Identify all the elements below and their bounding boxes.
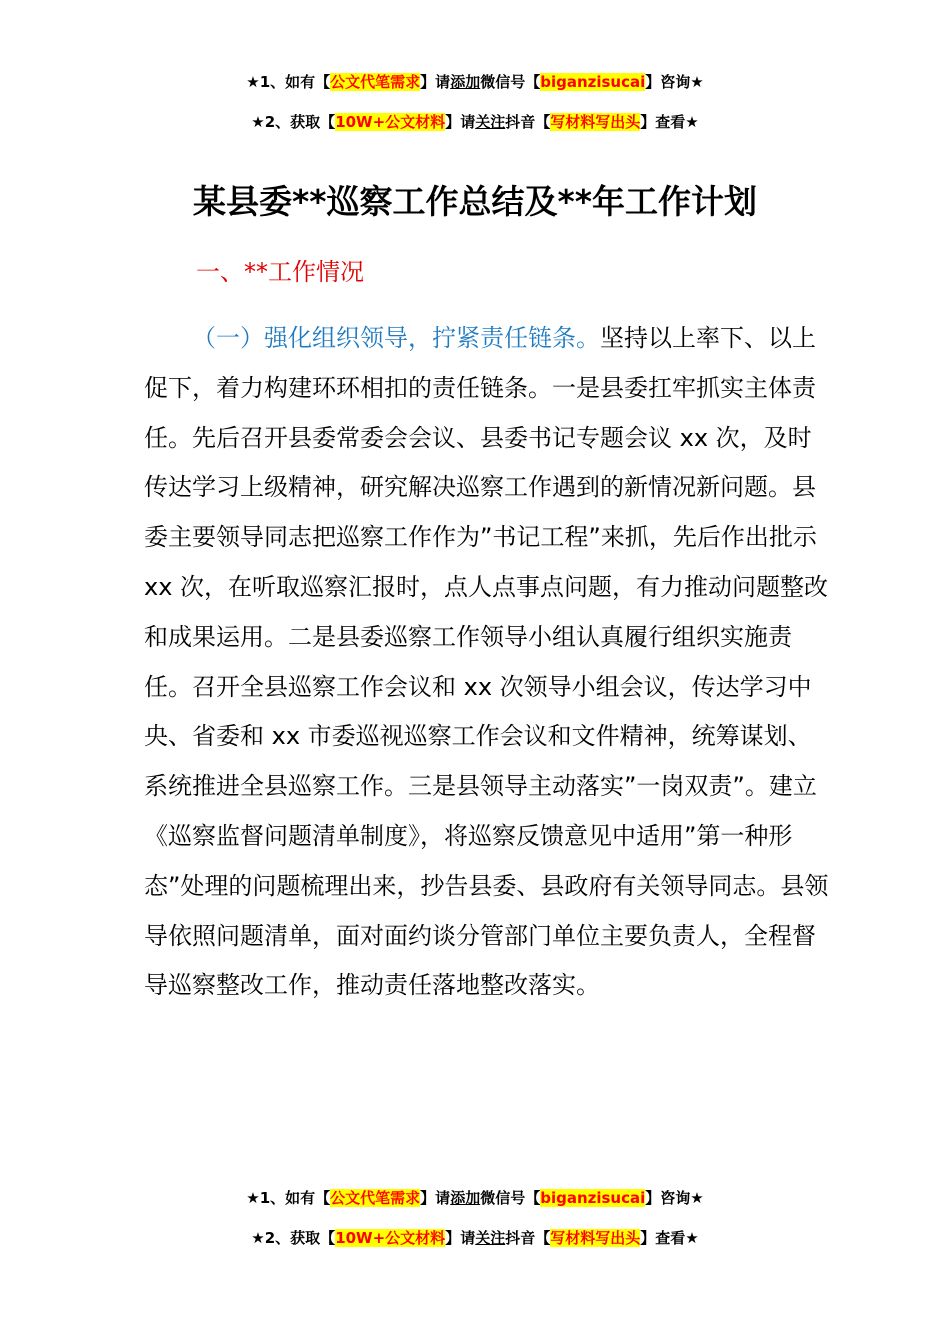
highlight-douyin: 写材料写出头 xyxy=(550,113,641,131)
banner-line-2 xyxy=(0,110,950,134)
sub-heading: （一）强化组织领导，拧紧责任链条。 xyxy=(192,324,600,352)
body-paragraph xyxy=(144,314,834,1011)
banner-text: 】咨询★ xyxy=(645,73,704,91)
section-heading: 一、**工作情况 xyxy=(196,258,364,286)
banner-text: ★1、如有【 xyxy=(246,73,331,91)
banner-emphasis: 添加 xyxy=(450,1189,481,1207)
banner-text: 抖音【 xyxy=(505,1229,551,1247)
banner-text: ★2、获取【 xyxy=(251,1229,336,1247)
banner-text: 】查看★ xyxy=(640,1229,699,1247)
banner-emphasis: 添加 xyxy=(450,73,481,91)
banner-emphasis: 关注 xyxy=(475,1229,506,1247)
highlight-materials: 10W+公文材料 xyxy=(335,113,446,131)
highlight-service: 公文代笔需求 xyxy=(330,73,421,91)
highlight-service: 公文代笔需求 xyxy=(330,1189,421,1207)
banner-text: ★2、获取【 xyxy=(251,113,336,131)
header-banner xyxy=(0,70,950,134)
banner-emphasis: 关注 xyxy=(475,113,506,131)
banner-text: 】请 xyxy=(420,1189,451,1207)
banner-line-1 xyxy=(0,1186,950,1210)
banner-text: 】请 xyxy=(445,113,476,131)
highlight-wechat-id: biganzisucai xyxy=(540,73,646,91)
highlight-wechat-id: biganzisucai xyxy=(540,1189,646,1207)
document-title: 某县委**巡察工作总结及**年工作计划 xyxy=(192,182,758,221)
paragraph-text: 坚持以上率下、以上促下，着力构建环环相扣的责任链条。一是县委扛牢抓实主体责任。先后召开县委常委会会议、县委书记专题会议 xx 次，及时传达学习上级精神，研究解决巡察工作遇到的新情况新问题。县委主要领导同志把巡察工作作为”书记工程”来抓，先后作出批示 xx 次，在听取巡察汇报时，点人点事点问题，有力推动问题整改和成果运用。二是县委巡察工作领导小组认真履行组织实施责任。召开全县巡察工作会议和 xx 次领导小组会议，传达学习中央、省委和 xx 市委巡视巡察工作会议和文件精神，统筹谋划、系统推进全县巡察工作。三是县领导主动落实”一岗双责”。建立《巡察监督问题清单制度》，将巡察反馈意见中适用”第一种形态”处理的问题梳理出来，抄告县委、县政府有关领导同志。县领导依照问题清单，面对面约谈分管部门单位主要负责人，全程督导巡察整改工作，推动责任落地整改落实。 xyxy=(144,324,829,1000)
footer-banner xyxy=(0,1186,950,1250)
highlight-materials: 10W+公文材料 xyxy=(335,1229,446,1247)
banner-line-2 xyxy=(0,1226,950,1250)
banner-line-1 xyxy=(0,70,950,94)
banner-text: 】请 xyxy=(445,1229,476,1247)
banner-text: 】请 xyxy=(420,73,451,91)
banner-text: 抖音【 xyxy=(505,113,551,131)
banner-text: ★1、如有【 xyxy=(246,1189,331,1207)
highlight-douyin: 写材料写出头 xyxy=(550,1229,641,1247)
banner-text: 】查看★ xyxy=(640,113,699,131)
banner-text: 】咨询★ xyxy=(645,1189,704,1207)
banner-text: 微信号【 xyxy=(480,73,541,91)
banner-text: 微信号【 xyxy=(480,1189,541,1207)
